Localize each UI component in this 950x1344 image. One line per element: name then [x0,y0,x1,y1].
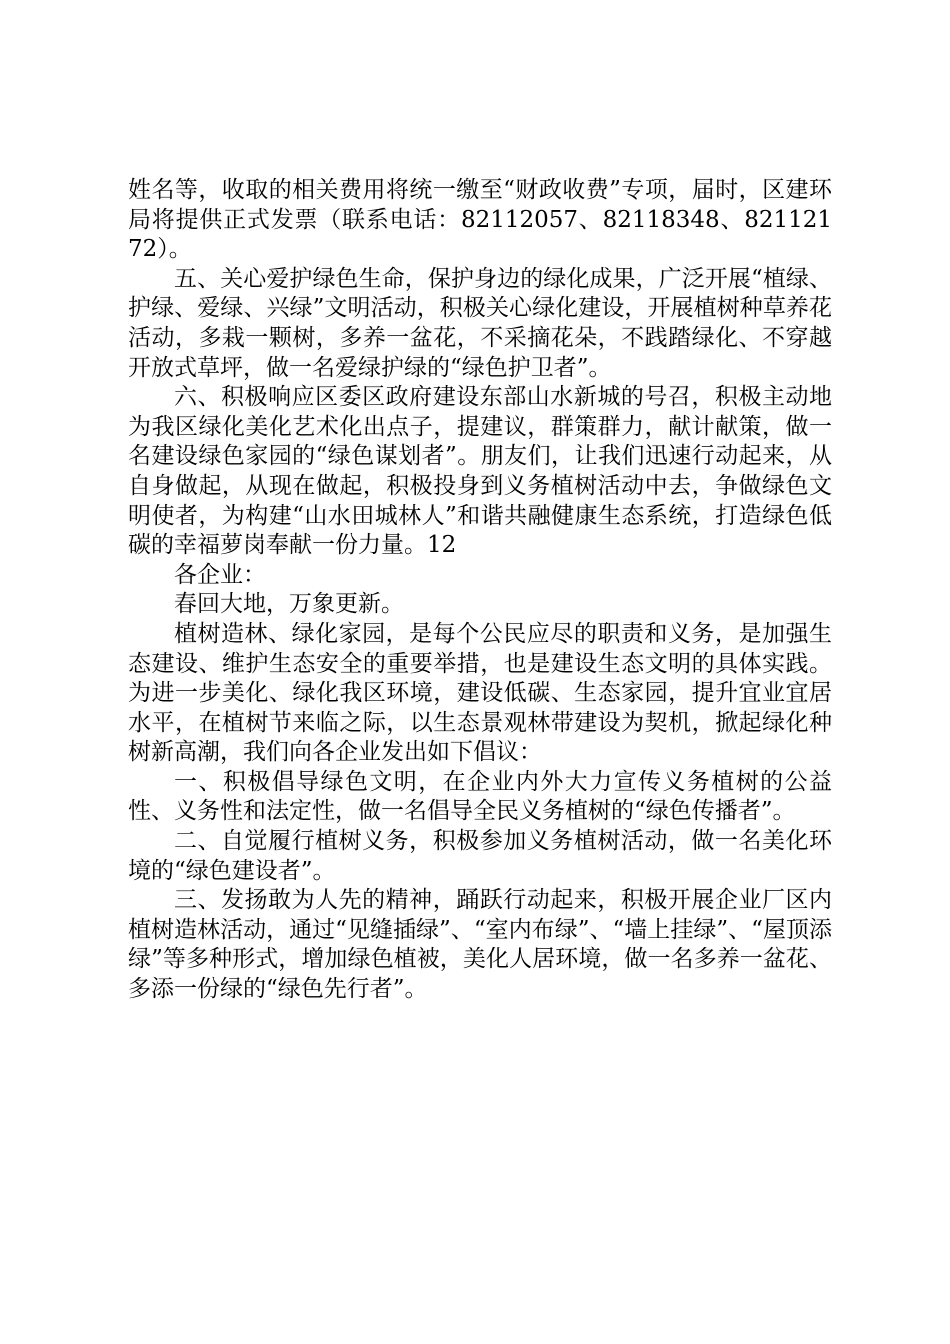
paragraph-opening: 春回大地，万象更新。 [174,591,404,618]
paragraph-item-1: 一、积极倡导绿色文明，在企业内外大力宣传义务植树的公益性、义务性和法定性，做一名倡导全民义务植树的“绿色传播者”。 [128,768,832,825]
document-body [128,176,832,1005]
paragraph-item-5: 五、关心爱护绿色生命，保护身边的绿化成果，广泛开展“植绿、护绿、爱绿、兴绿”文明活动，积极关心绿化建设，开展植树种草养花活动，多栽一颗树，多养一盆花，不采摘花朵，不践踏绿化、不穿越开放式草坪，做一名爱绿护绿的“绿色护卫者”。 [128,265,832,381]
paragraph-introduction: 植树造林、绿化家园，是每个公民应尽的职责和义务，是加强生态建设、维护生态安全的重要举措，也是建设生态文明的具体实践。为进一步美化、绿化我区环境，建设低碳、生态家园，提升宜业宜居水平，在植树节来临之际，以生态景观林带建设为契机，掀起绿化种树新高潮，我们向各企业发出如下倡议： [128,620,832,766]
paragraph-salutation: 各企业： [174,561,266,588]
paragraph-item-3: 三、发扬敢为人先的精神，踊跃行动起来，积极开展企业厂区内植树造林活动，通过“见缝插绿”、“室内布绿”、“墙上挂绿”、“屋顶添绿”等多种形式，增加绿色植被，美化人居环境，做一名多养一盆花、多添一份绿的“绿色先行者”。 [128,887,832,1003]
paragraph-item-6: 六、积极响应区委区政府建设东部山水新城的号召，积极主动地为我区绿化美化艺术化出点子，提建议，群策群力，献计献策，做一名建设绿色家园的“绿色谋划者”。朋友们，让我们迅速行动起来，从自身做起，从现在做起，积极投身到义务植树活动中去，争做绿色文明使者，为构建“山水田城林人”和谐共融健康生态系统，打造绿色低碳的幸福萝岗奉献一份力量。12 [128,384,832,559]
paragraph-fee-note: 姓名等，收取的相关费用将统一缴至“财政收费”专项，届时，区建环局将提供正式发票（联系电话：82112057、82118348、82112172）。 [128,177,832,263]
paragraph-item-2: 二、自觉履行植树义务，积极参加义务植树活动，做一名美化环境的“绿色建设者”。 [128,828,832,884]
